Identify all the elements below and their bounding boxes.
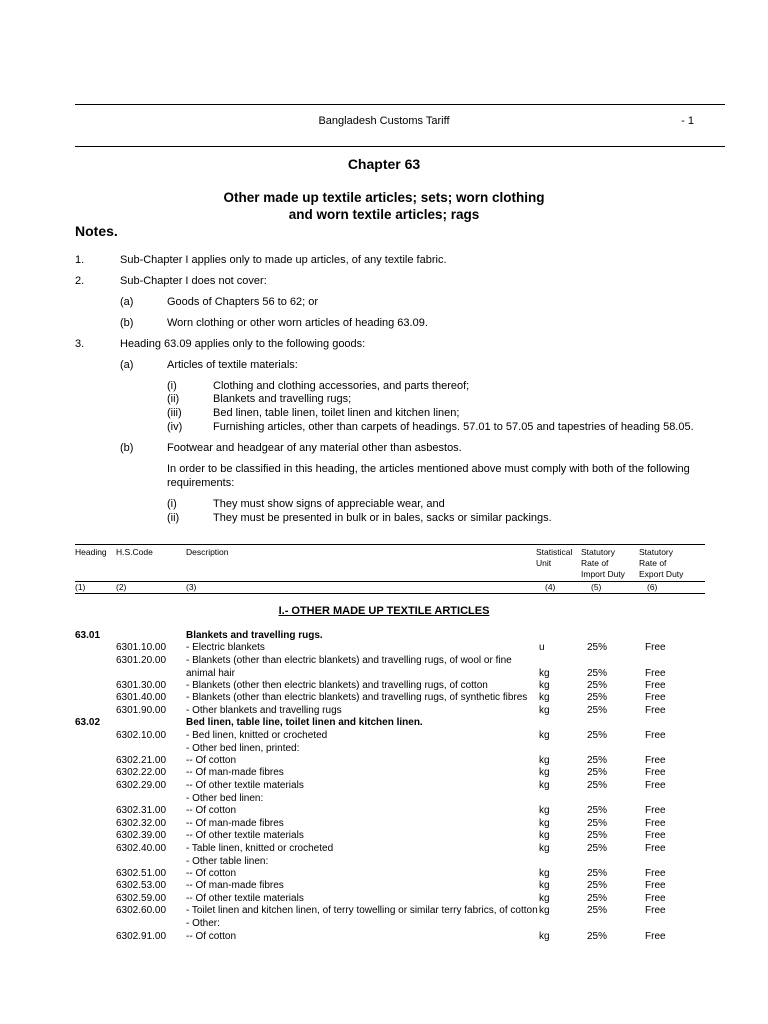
description-cell: Bed linen, table line, toilet linen and kitchen linen.: [186, 717, 423, 728]
export-duty-cell: Free: [645, 905, 666, 916]
export-duty-cell: Free: [645, 931, 666, 942]
import-duty-cell: 25%: [587, 868, 608, 879]
hs-code-cell: 6302.91.00: [116, 931, 167, 942]
export-duty-cell: Free: [645, 680, 666, 691]
hs-code-cell: 6302.32.00: [116, 818, 167, 829]
import-duty-cell: 25%: [587, 818, 608, 829]
import-duty-cell: 25%: [587, 692, 608, 703]
import-duty-cell: 25%: [587, 893, 608, 904]
col-import-label-1: Statutory: [581, 547, 616, 557]
import-duty-cell: 25%: [587, 843, 608, 854]
note-2-number: 2.: [75, 275, 85, 287]
unit-cell: kg: [539, 893, 550, 904]
description-cell: Blankets and travelling rugs.: [186, 630, 323, 641]
table-row: [0, 931, 768, 944]
hs-code-cell: 6302.60.00: [116, 905, 167, 916]
table-row: [0, 805, 768, 818]
note-3a-item-label: (iii): [167, 407, 182, 419]
hs-code-cell: 6301.40.00: [116, 692, 167, 703]
description-cell: - Blankets (other than electric blankets) and travelling rugs, of wool or fine: [186, 655, 512, 666]
col-number: (6): [647, 582, 658, 592]
unit-cell: kg: [539, 818, 550, 829]
description-cell: - Toilet linen and kitchen linen, of terry towelling or similar terry fabrics, of cotton: [186, 905, 538, 916]
table-row: [0, 780, 768, 793]
table-row: [0, 655, 768, 668]
description-cell: - Other:: [186, 918, 220, 929]
description-cell: - Table linen, knitted or crocheted: [186, 843, 334, 854]
chapter-title-line1: Other made up textile articles; sets; worn clothing: [223, 190, 545, 205]
note-3a-item-label: (ii): [167, 393, 180, 405]
hs-code-cell: 6301.10.00: [116, 642, 167, 653]
description-cell: -- Of other textile materials: [186, 830, 304, 841]
unit-cell: kg: [539, 730, 550, 741]
import-duty-cell: 25%: [587, 780, 608, 791]
import-duty-cell: 25%: [587, 880, 608, 891]
note-3a-item-text: Clothing and clothing accessories, and parts thereof;: [213, 380, 470, 392]
hs-code-cell: 6302.53.00: [116, 880, 167, 891]
col-hscode-label: H.S.Code: [116, 547, 153, 557]
description-cell: - Blankets (other then electric blankets) and travelling rugs, of cotton: [186, 680, 488, 691]
import-duty-cell: 25%: [587, 805, 608, 816]
description-cell: -- Of other textile materials: [186, 780, 304, 791]
note-3b-label: (b): [120, 442, 134, 454]
table-row: [0, 880, 768, 893]
table-number-rule: [75, 593, 705, 594]
unit-cell: kg: [539, 805, 550, 816]
note-3-text: Heading 63.09 applies only to the following goods:: [120, 338, 366, 350]
export-duty-cell: Free: [645, 830, 666, 841]
import-duty-cell: 25%: [587, 755, 608, 766]
description-cell: - Bed linen, knitted or crocheted: [186, 730, 328, 741]
note-2a-label: (a): [120, 296, 134, 308]
hs-code-cell: 6302.31.00: [116, 805, 167, 816]
description-cell: - Other bed linen:: [186, 793, 264, 804]
description-cell: -- Of cotton: [186, 868, 237, 879]
import-duty-cell: 25%: [587, 767, 608, 778]
page-number: - 1: [681, 115, 694, 127]
note-3a-item-text: Blankets and travelling rugs;: [213, 393, 352, 405]
header-top-rule: [75, 104, 725, 105]
note-3b-text: Footwear and headgear of any material other than asbestos.: [167, 442, 462, 454]
heading-cell: 63.02: [75, 717, 101, 728]
description-cell: -- Of cotton: [186, 931, 237, 942]
unit-cell: kg: [539, 780, 550, 791]
col-import-label-2: Rate of: [581, 558, 609, 568]
col-description-label: Description: [186, 547, 229, 557]
note-3a-item-label: (iv): [167, 421, 183, 433]
hs-code-cell: 6301.90.00: [116, 705, 167, 716]
header-bottom-rule: [75, 146, 725, 147]
export-duty-cell: Free: [645, 893, 666, 904]
export-duty-cell: Free: [645, 843, 666, 854]
note-3a-item-text: Bed linen, table linen, toilet linen and kitchen linen;: [213, 407, 460, 419]
hs-code-cell: 6302.39.00: [116, 830, 167, 841]
import-duty-cell: 25%: [587, 680, 608, 691]
description-cell: -- Of man-made fibres: [186, 767, 284, 778]
export-duty-cell: Free: [645, 755, 666, 766]
import-duty-cell: 25%: [587, 668, 608, 679]
hs-code-cell: 6302.10.00: [116, 730, 167, 741]
unit-cell: u: [539, 642, 545, 653]
description-cell: -- Of man-made fibres: [186, 880, 284, 891]
export-duty-cell: Free: [645, 780, 666, 791]
note-3a-item-label: (i): [167, 380, 177, 392]
col-export-label-1: Statutory: [639, 547, 674, 557]
description-cell: -- Of man-made fibres: [186, 818, 284, 829]
description-cell: - Electric blankets: [186, 642, 265, 653]
table-row: [0, 730, 768, 743]
hs-code-cell: 6302.29.00: [116, 780, 167, 791]
export-duty-cell: Free: [645, 642, 666, 653]
table-row: [0, 918, 768, 931]
col-export-label-2: Rate of: [639, 558, 667, 568]
note-1-number: 1.: [75, 254, 85, 266]
table-top-rule: [75, 544, 705, 545]
chapter-heading: Chapter 63: [347, 156, 421, 172]
unit-cell: kg: [539, 705, 550, 716]
col-number: (3): [186, 582, 197, 592]
note-2a-text: Goods of Chapters 56 to 62; or: [167, 296, 319, 308]
import-duty-cell: 25%: [587, 730, 608, 741]
export-duty-cell: Free: [645, 767, 666, 778]
unit-cell: kg: [539, 905, 550, 916]
export-duty-cell: Free: [645, 880, 666, 891]
col-heading-label: Heading: [75, 547, 107, 557]
table-row: [0, 692, 768, 705]
unit-cell: kg: [539, 931, 550, 942]
description-cell: animal hair: [186, 668, 235, 679]
unit-cell: kg: [539, 755, 550, 766]
note-3-number: 3.: [75, 338, 85, 350]
note-3-req-text: They must be presented in bulk or in bales, sacks or similar packings.: [213, 512, 552, 524]
note-3-req-label: (ii): [167, 512, 180, 524]
unit-cell: kg: [539, 830, 550, 841]
table-header-rule: [75, 581, 705, 582]
note-3-paragraph-line2: requirements:: [167, 477, 235, 489]
hs-code-cell: 6302.21.00: [116, 755, 167, 766]
note-2-text: Sub-Chapter I does not cover:: [120, 275, 267, 287]
heading-cell: 63.01: [75, 630, 101, 641]
import-duty-cell: 25%: [587, 830, 608, 841]
note-3-paragraph-line1: In order to be classified in this heading, the articles mentioned above must comply with both of the following: [167, 463, 690, 475]
table-row: [0, 767, 768, 780]
note-3-req-text: They must show signs of appreciable wear, and: [213, 498, 445, 510]
note-3a-label: (a): [120, 359, 134, 371]
col-number: (2): [116, 582, 127, 592]
export-duty-cell: Free: [645, 668, 666, 679]
export-duty-cell: Free: [645, 692, 666, 703]
col-number: (4): [545, 582, 556, 592]
unit-cell: kg: [539, 868, 550, 879]
note-3-req-label: (i): [167, 498, 177, 510]
export-duty-cell: Free: [645, 730, 666, 741]
description-cell: - Blankets (other than electric blankets) and travelling rugs, of synthetic fibres: [186, 692, 528, 703]
unit-cell: kg: [539, 668, 550, 679]
hs-code-cell: 6301.20.00: [116, 655, 167, 666]
description-cell: -- Of cotton: [186, 805, 237, 816]
hs-code-cell: 6302.22.00: [116, 767, 167, 778]
note-2b-text: Worn clothing or other worn articles of heading 63.09.: [167, 317, 428, 329]
col-import-label-3: Import Duty: [581, 569, 625, 579]
description-cell: -- Of other textile materials: [186, 893, 304, 904]
table-row: [0, 717, 768, 730]
col-unit-label-2: Unit: [536, 558, 552, 568]
note-2b-label: (b): [120, 317, 134, 329]
import-duty-cell: 25%: [587, 931, 608, 942]
description-cell: - Other blankets and travelling rugs: [186, 705, 342, 716]
unit-cell: kg: [539, 680, 550, 691]
header-title: Bangladesh Customs Tariff: [318, 115, 450, 127]
col-unit-label-1: Statistical: [536, 547, 573, 557]
unit-cell: kg: [539, 880, 550, 891]
chapter-title-line2: and worn textile articles; rags: [288, 207, 480, 222]
description-cell: - Other table linen:: [186, 856, 269, 867]
notes-heading: Notes.: [75, 223, 118, 239]
export-duty-cell: Free: [645, 705, 666, 716]
export-duty-cell: Free: [645, 818, 666, 829]
unit-cell: kg: [539, 767, 550, 778]
table-row: [0, 843, 768, 856]
import-duty-cell: 25%: [587, 905, 608, 916]
section-title: I.- OTHER MADE UP TEXTILE ARTICLES: [278, 605, 490, 617]
hs-code-cell: 6302.51.00: [116, 868, 167, 879]
unit-cell: kg: [539, 692, 550, 703]
hs-code-cell: 6302.40.00: [116, 843, 167, 854]
hs-code-cell: 6302.59.00: [116, 893, 167, 904]
unit-cell: kg: [539, 843, 550, 854]
table-row: [0, 830, 768, 843]
col-export-label-3: Export Duty: [639, 569, 684, 579]
hs-code-cell: 6301.30.00: [116, 680, 167, 691]
col-number: (1): [75, 582, 86, 592]
export-duty-cell: Free: [645, 805, 666, 816]
note-3a-text: Articles of textile materials:: [167, 359, 298, 371]
table-row: [0, 905, 768, 918]
table-row: [0, 642, 768, 655]
note-3a-item-text: Furnishing articles, other than carpets of headings. 57.01 to 57.05 and tapestries of heading 58.05.: [213, 421, 694, 433]
description-cell: - Other bed linen, printed:: [186, 743, 300, 754]
export-duty-cell: Free: [645, 868, 666, 879]
import-duty-cell: 25%: [587, 642, 608, 653]
col-number: (5): [591, 582, 602, 592]
import-duty-cell: 25%: [587, 705, 608, 716]
description-cell: -- Of cotton: [186, 755, 237, 766]
note-1-text: Sub-Chapter I applies only to made up articles, of any textile fabric.: [120, 254, 447, 266]
